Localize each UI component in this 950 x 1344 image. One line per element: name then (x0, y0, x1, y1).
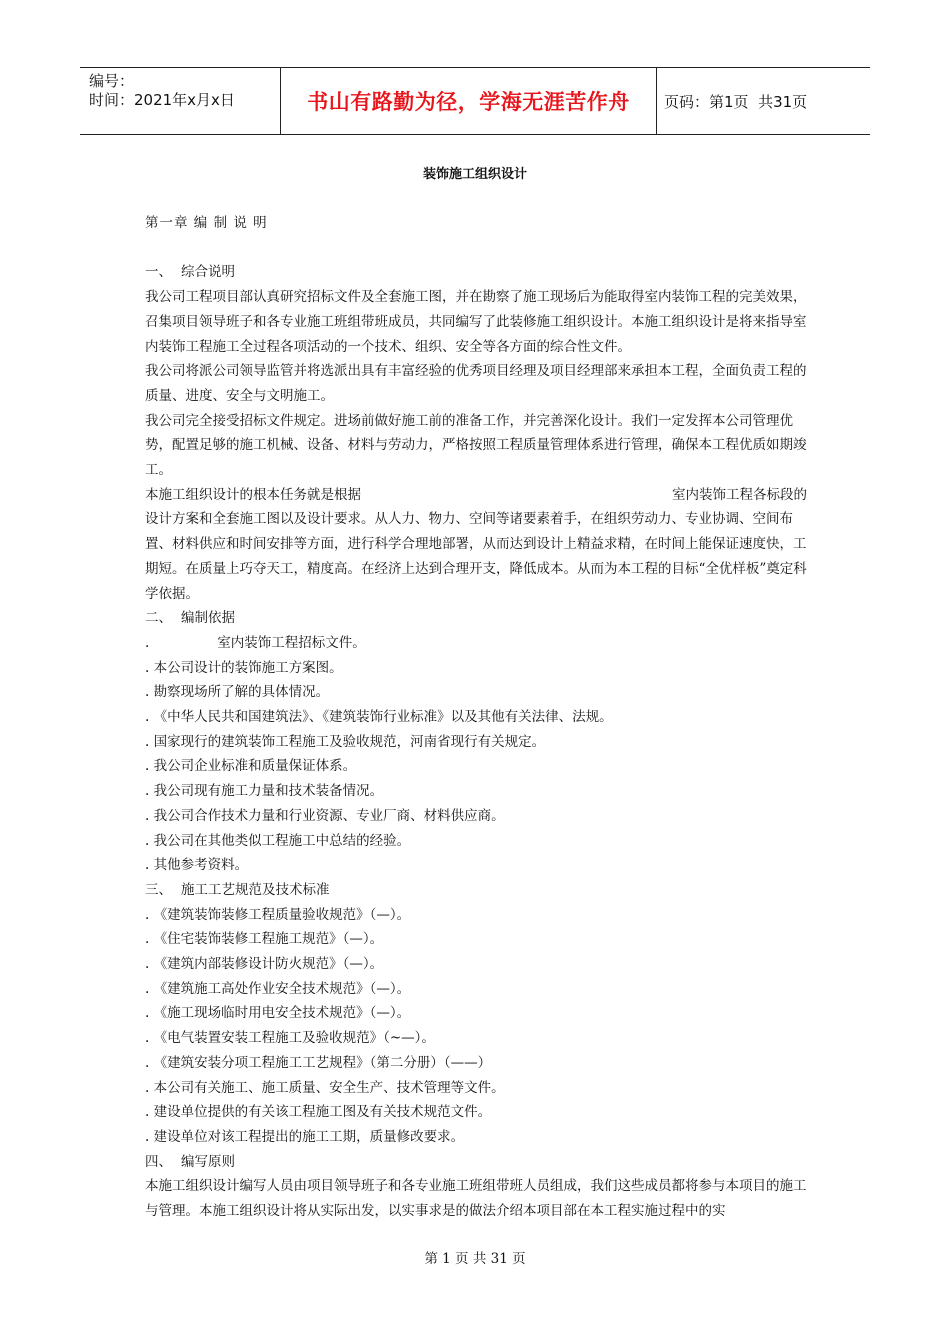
page-label: 页码：第1页 共31页 (664, 93, 808, 111)
list-item: . 我公司企业标准和质量保证体系。 (145, 758, 357, 775)
paragraph-after-blank: 室内装饰工程各标段的 (672, 486, 807, 503)
paragraph: 我公司完全接受招标文件规定。进场前做好施工前的准备工作，并完善深化设计。我们一定发挥本公司管理优势，配置足够的施工机械、设备、材料与劳动力，严格按照工程质量管理体系进行管理，确保本工程优质如期竣工。 (145, 412, 807, 479)
list-item: . 建设单位对该工程提出的施工工期，质量修改要求。 (145, 1129, 465, 1145)
list-item: . 《施工现场临时用电安全技术规范》（—）。 (145, 1005, 411, 1022)
section-heading-4 (145, 1150, 807, 1175)
list-item: . 《建筑施工高处作业安全技术规范》（—）。 (145, 980, 411, 997)
list-item: . 《电气装置安装工程施工及验收规范》（~—）。 (145, 1030, 435, 1047)
list-item: . 我公司现有施工力量和技术装备情况。 (145, 783, 384, 800)
paragraph-first-line (145, 483, 807, 508)
list-item: . 勘察现场所了解的具体情况。 (145, 684, 330, 701)
motto-cell (280, 68, 657, 134)
section-number: 四、 (145, 1153, 172, 1170)
list-item: . 《中华人民共和国建筑法》、《建筑装饰行业标准》以及其他有关法律、法规。 (145, 709, 613, 726)
paragraph-start: 本施工组织设计的根本任务就是根据 (145, 486, 361, 503)
list-item: . 《建筑装饰装修工程质量验收规范》（—）。 (145, 906, 411, 923)
list-item: . 《建筑内部装修设计防火规范》（—）。 (145, 956, 384, 973)
document-body (145, 211, 807, 1224)
chapter-heading: 第一章 编 制 说 明 (145, 215, 268, 231)
list-item (145, 631, 807, 656)
section-number: 二、 (145, 610, 172, 627)
section-heading-3 (145, 878, 807, 903)
list-item: . 建设单位提供的有关该工程施工图及有关技术规范文件。 (145, 1104, 492, 1121)
page-footer: 第 1 页 共 31 页 (424, 1251, 526, 1267)
section-heading-1 (145, 260, 807, 285)
header-meta (80, 68, 280, 134)
section-title: 编写原则 (181, 1153, 235, 1170)
list-item: . 国家现行的建筑装饰工程施工及验收规范，河南省现行有关规定。 (145, 733, 546, 750)
list-item-text: 室内装饰工程招标文件。 (217, 634, 366, 651)
motto-text: 书山有路勤为径，学海无涯苦作舟 (307, 90, 630, 114)
paragraph: 我公司将派公司领导监管并将选派出具有丰富经验的优秀项目经理及项目经理部来承担本工程，全面负责工程的质量、进度、安全与文明施工。 (145, 363, 807, 404)
code-label: 编号： (89, 72, 135, 90)
document-title: 装饰施工组织设计 (422, 167, 527, 182)
list-item: . 我公司合作技术力量和行业资源、专业厂商、材料供应商。 (145, 807, 505, 824)
paragraph: 本施工组织设计编写人员由项目领导班子和各专业施工班组带班人员组成，我们这些成员都将参与本项目的施工与管理。本施工组织设计将从实际出发，以实事求是的做法介绍本项目部在本工程实施过程中的实 (145, 1178, 807, 1220)
list-item: . 本公司设计的装饰施工方案图。 (145, 659, 343, 676)
list-item: . 《建筑安装分项工程施工工艺规程》（第二分册）（——） (145, 1054, 492, 1071)
section-title: 编制依据 (181, 610, 235, 627)
list-item: . 我公司在其他类似工程施工中总结的经验。 (145, 832, 411, 849)
paragraph: 我公司工程项目部认真研究招标文件及全套施工图，并在勘察了施工现场后为能取得室内装饰工程的完美效果，召集项目领导班子和各专业施工班组带班成员，共同编写了此装修施工组织设计。本施工组织设计是将来指导室内装饰工程施工全过程各项活动的一个技术、组织、安全等各方面的综合性文件。 (145, 289, 807, 355)
section-title: 综合说明 (181, 264, 235, 281)
list-bullet: . (145, 634, 150, 651)
list-item: . 《住宅装饰装修工程施工规范》（—）。 (145, 931, 384, 948)
section-title: 施工工艺规范及技术标准 (181, 881, 330, 898)
section-number: 三、 (145, 881, 172, 898)
list-item: . 本公司有关施工、施工质量、安全生产、技术管理等文件。 (145, 1079, 505, 1096)
date-label: 时间：2021年x月x日 (89, 91, 235, 109)
list-item: . 其他参考资料。 (145, 857, 249, 874)
paragraph: 设计方案和全套施工图以及设计要求。从人力、物力、空间等诸要素着手，在组织劳动力、专业协调、空间布置、材料供应和时间安排等方面，进行科学合理地部署，从而达到设计上精益求精，在时间上能保证速度快，工期短。在质量上巧夺天工，精度高。在经济上达到合理开支，降低成本。从而为本工程的目标“全优样板”奠定科学依据。 (145, 511, 807, 602)
header-table (80, 67, 870, 135)
section-number: 一、 (145, 264, 172, 281)
section-heading-2 (145, 606, 807, 631)
